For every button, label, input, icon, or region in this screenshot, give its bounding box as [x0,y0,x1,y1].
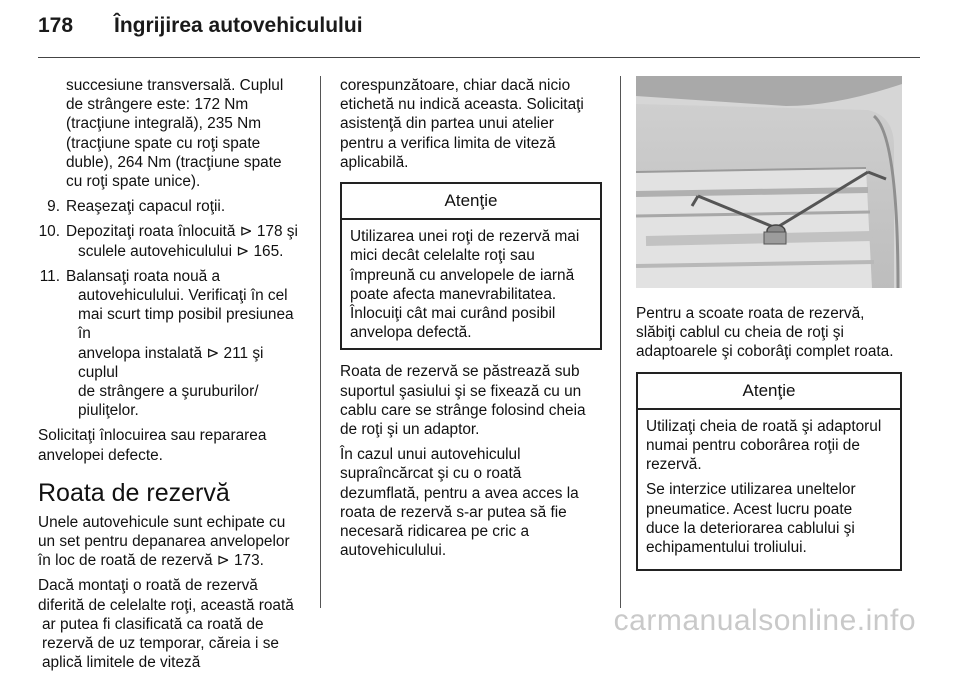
text-line: (tracţiune spate cu roţi spate [66,134,261,152]
text-line: de roţi şi un adaptor. [340,421,480,439]
text-line: dezumflată, pentru a avea acces la [340,484,579,502]
paragraph [340,76,602,172]
section-heading: Roata de rezervă [38,478,230,507]
text-line: aplicabilă. [340,153,409,171]
spare-wheel-illustration [636,76,902,288]
paragraph [38,426,306,464]
paragraph [646,417,892,475]
text-line: necesară ridicarea pe cric a [340,523,530,541]
text-line: Depozitaţi roata înlocuită ⊳ 178 şi [66,223,298,241]
column-3 [636,304,902,583]
text-line: în loc de roată de rezervă ⊳ 173. [38,552,264,570]
text-line: cablu care se strânge folosind cheia [340,401,586,419]
text-line: pneumatice. Acest lucru poate [646,500,853,518]
watermark: carmanualsonline.info [613,604,916,637]
text-line: Reaşezaţi capacul roţii. [66,198,226,216]
text-line: roata de rezervă s-ar putea să fie [340,503,567,521]
column-1 [38,76,306,678]
text-line: cu roţi spate unice). [66,173,201,191]
warning-title: Atenţie [638,374,900,410]
list-number: 11. [39,267,60,285]
text-line: Utilizarea unei roţi de rezervă mai [350,228,580,246]
text-line: mai scurt timp posibil presiunea în [78,306,294,343]
text-line: corespunzătoare, chiar dacă nicio [340,77,571,94]
text-line: Înlocuiţi cât mai curând posibil [350,305,556,323]
paragraph [340,362,602,439]
text-line: aplică limitele de viteză [42,654,201,672]
column-divider-1 [320,76,321,608]
paragraph [636,304,902,362]
list-item-9 [38,197,306,216]
text-line: mici decât celelalte roţi sau [350,247,535,265]
text-line: Utilizaţi cheia de roată şi adaptorul [646,417,882,435]
list-item-11 [38,267,306,421]
text-line: diferită de celelalte roţi, această roată [38,596,294,614]
text-line: Roata de rezervă se păstrează sub [340,363,580,381]
text-line: asistenţă din partea unui atelier [340,115,554,133]
text-line: suportul şasiului şi se fixează cu un [340,382,582,400]
text-line: echipamentului troliului. [646,539,807,557]
paragraph [646,480,892,557]
text-line: Unele autovehicule sunt echipate cu [38,513,286,531]
text-line: duble), 264 Nm (tracţiune spate [66,153,282,171]
warning-box [340,182,602,350]
text-line: adaptoarele şi coborâţi complet roata. [636,343,894,361]
text-line: rezervă de uz temporar, căreia i se [42,635,279,653]
column-divider-2 [620,76,621,608]
text-line: etichetă nu indică aceasta. Solicitaţi [340,96,584,114]
text-line: piuliţelor. [78,402,139,420]
step-8-continuation [38,76,306,191]
text-line: de strângere a şuruburilor/ [78,383,259,401]
text-line: sculele autovehiculului ⊳ 165. [78,242,284,260]
text-line: ar putea fi clasificată ca roată de [42,615,264,633]
column-2 [340,76,602,566]
text-line: În cazul unui autovehiculul [340,446,521,464]
paragraph [38,576,306,672]
warning-title: Atenţie [342,184,600,220]
text-line: de strângere este: 172 Nm [66,96,249,114]
text-line: anvelopa defectă. [350,324,472,342]
text-line: Solicitaţi înlocuirea sau repararea [38,427,267,445]
text-line: autovehiculului. Verificaţi în cel [78,287,288,305]
text-line: supraîncărcat şi cu o roată [340,465,522,483]
text-line: duce la deteriorarea cablului şi [646,519,855,537]
page-header [38,14,363,38]
text-line: numai pentru coborârea roţii de [646,437,860,455]
list-item-10 [38,222,306,260]
warning-box [636,372,902,572]
paragraph [340,445,602,560]
illustration-graphic [636,76,902,288]
chapter-title: Îngrijirea autovehiculului [114,14,363,37]
paragraph [38,513,306,571]
text-line: succesiune transversală. Cuplul [66,77,284,94]
text-line: anvelopa instalată ⊳ 211 şi cuplul [78,344,264,381]
text-line: un set pentru depanarea anvelopelor [38,533,290,551]
text-line: (tracţiune integrală), 235 Nm [66,115,262,133]
text-line: rezervă. [646,456,702,474]
list-number: 9. [47,198,60,216]
list-number: 10. [38,223,60,241]
text-line: împreună cu anvelopele de iarnă [350,266,575,284]
text-line: anvelopei defecte. [38,446,163,464]
page-number: 178 [38,14,74,37]
text-line: poate afecta manevrabilitatea. [350,285,557,303]
text-line: Pentru a scoate roata de rezervă, [636,305,865,322]
text-line: autovehiculului. [340,542,447,560]
text-line: slăbiţi cablul cu cheia de roţi şi [636,324,844,342]
text-line: pentru a verifica limita de viteză [340,134,556,152]
text-line: Balansaţi roata nouă a [66,267,221,285]
header-rule [38,57,920,58]
text-line: Se interzice utilizarea uneltelor [646,481,856,499]
text-line: Dacă montaţi o roată de rezervă [38,577,258,595]
